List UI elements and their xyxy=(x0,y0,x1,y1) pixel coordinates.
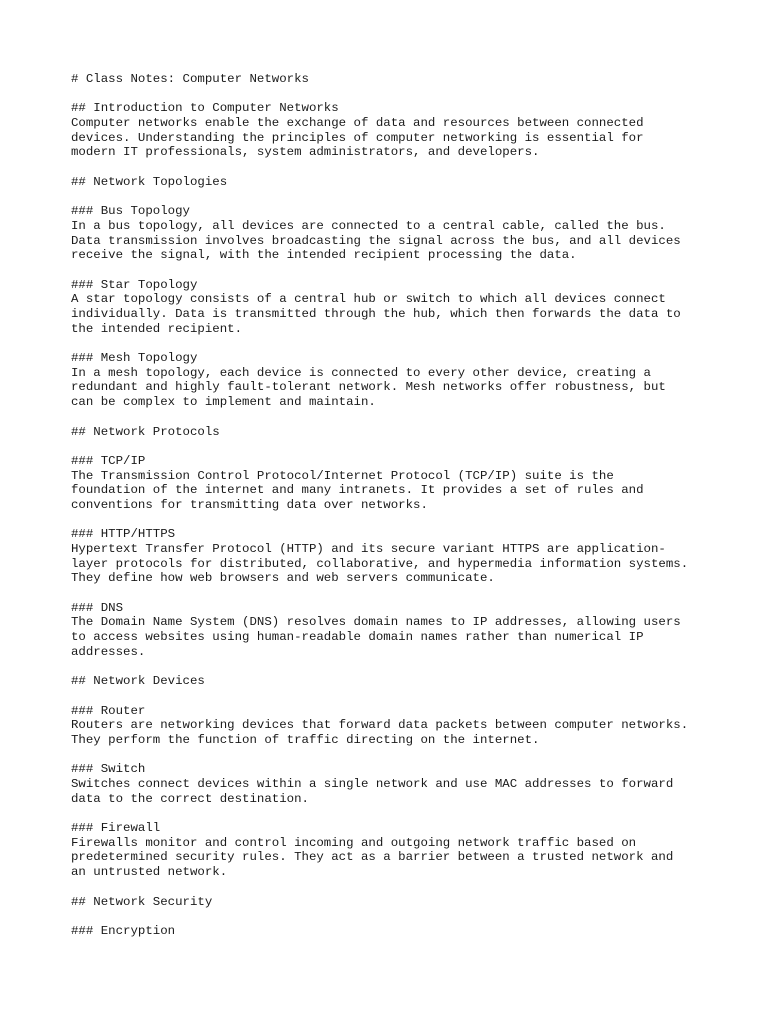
document-line xyxy=(71,880,711,895)
document-line: ### Switch xyxy=(71,762,146,777)
document-line: In a bus topology, all devices are connected to a central cable, called the bus. xyxy=(71,218,666,233)
document-line xyxy=(71,336,711,351)
document-line xyxy=(71,748,711,763)
document-line: ### Bus Topology xyxy=(71,204,190,219)
document-line: Firewalls monitor and control incoming and outgoing network traffic based on xyxy=(71,835,637,850)
document-line: ### Mesh Topology xyxy=(71,351,198,366)
document-line: ### HTTP/HTTPS xyxy=(71,527,176,542)
document-line: devices. Understanding the principles of computer networking is essential for xyxy=(71,130,644,145)
document-line xyxy=(71,806,711,821)
document-line xyxy=(71,190,711,205)
document-line: Computer networks enable the exchange of data and resources between connected xyxy=(71,116,644,131)
document-line xyxy=(71,439,711,454)
document-line: individually. Data is transmitted through the hub, which then forwards the data to xyxy=(71,307,681,321)
document-page xyxy=(71,72,711,939)
document-line: They perform the function of traffic directing on the internet. xyxy=(71,732,540,747)
document-line: an untrusted network. xyxy=(71,865,228,880)
document-line: The Domain Name System (DNS) resolves domain names to IP addresses, allowing users xyxy=(71,615,681,630)
document-line: predetermined security rules. They act as a barrier between a trusted network and xyxy=(71,850,674,865)
document-line: In a mesh topology, each device is connected to every other device, creating a xyxy=(71,365,651,380)
document-line: redundant and highly fault-tolerant network. Mesh networks offer robustness, but xyxy=(71,380,666,395)
document-line: foundation of the internet and many intranets. It provides a set of rules and xyxy=(71,483,644,498)
document-line xyxy=(71,660,711,675)
document-line: Routers are networking devices that forward data packets between computer networks. xyxy=(71,718,689,733)
document-line xyxy=(71,263,711,278)
document-line: conventions for transmitting data over networks. xyxy=(71,497,428,512)
document-line: ## Network Security xyxy=(71,894,213,909)
document-line: # Class Notes: Computer Networks xyxy=(71,72,309,86)
document-line: the intended recipient. xyxy=(71,321,243,336)
document-line: can be complex to implement and maintain. xyxy=(71,395,376,410)
document-line: ### Router xyxy=(71,703,146,718)
document-line: Data transmission involves broadcasting the signal across the bus, and all devices xyxy=(71,233,681,248)
document-line: A star topology consists of a central hub or switch to which all devices connect xyxy=(71,292,666,307)
document-line: Switches connect devices within a single network and use MAC addresses to forward xyxy=(71,777,674,791)
document-line: ### Star Topology xyxy=(71,277,198,292)
document-line: ### Encryption xyxy=(71,923,176,938)
document-line xyxy=(71,410,711,425)
document-line: ## Introduction to Computer Networks xyxy=(71,101,339,116)
document-line: data to the correct destination. xyxy=(71,791,309,806)
document-line xyxy=(71,87,711,102)
document-line: The Transmission Control Protocol/Internet Protocol (TCP/IP) suite is the xyxy=(71,468,614,483)
document-line: ### Firewall xyxy=(71,821,161,836)
document-line: ## Network Protocols xyxy=(71,424,220,439)
document-line xyxy=(71,586,711,601)
document-line: ## Network Topologies xyxy=(71,174,228,189)
document-line: ### TCP/IP xyxy=(71,453,146,468)
document-line xyxy=(71,513,711,528)
document-line xyxy=(71,689,711,704)
document-line xyxy=(71,909,711,924)
document-line: to access websites using human-readable domain names rather than numerical IP xyxy=(71,630,644,645)
document-line: receive the signal, with the intended recipient processing the data. xyxy=(71,248,577,263)
document-line: modern IT professionals, system administrators, and developers. xyxy=(71,145,540,160)
document-line: They define how web browsers and web servers communicate. xyxy=(71,571,495,586)
document-line: layer protocols for distributed, collaborative, and hypermedia information systems. xyxy=(71,556,689,571)
document-line: ### DNS xyxy=(71,600,124,615)
document-line: ## Network Devices xyxy=(71,674,205,689)
document-line: Hypertext Transfer Protocol (HTTP) and its secure variant HTTPS are application- xyxy=(71,542,666,556)
document-line xyxy=(71,160,711,175)
document-line: addresses. xyxy=(71,644,146,659)
